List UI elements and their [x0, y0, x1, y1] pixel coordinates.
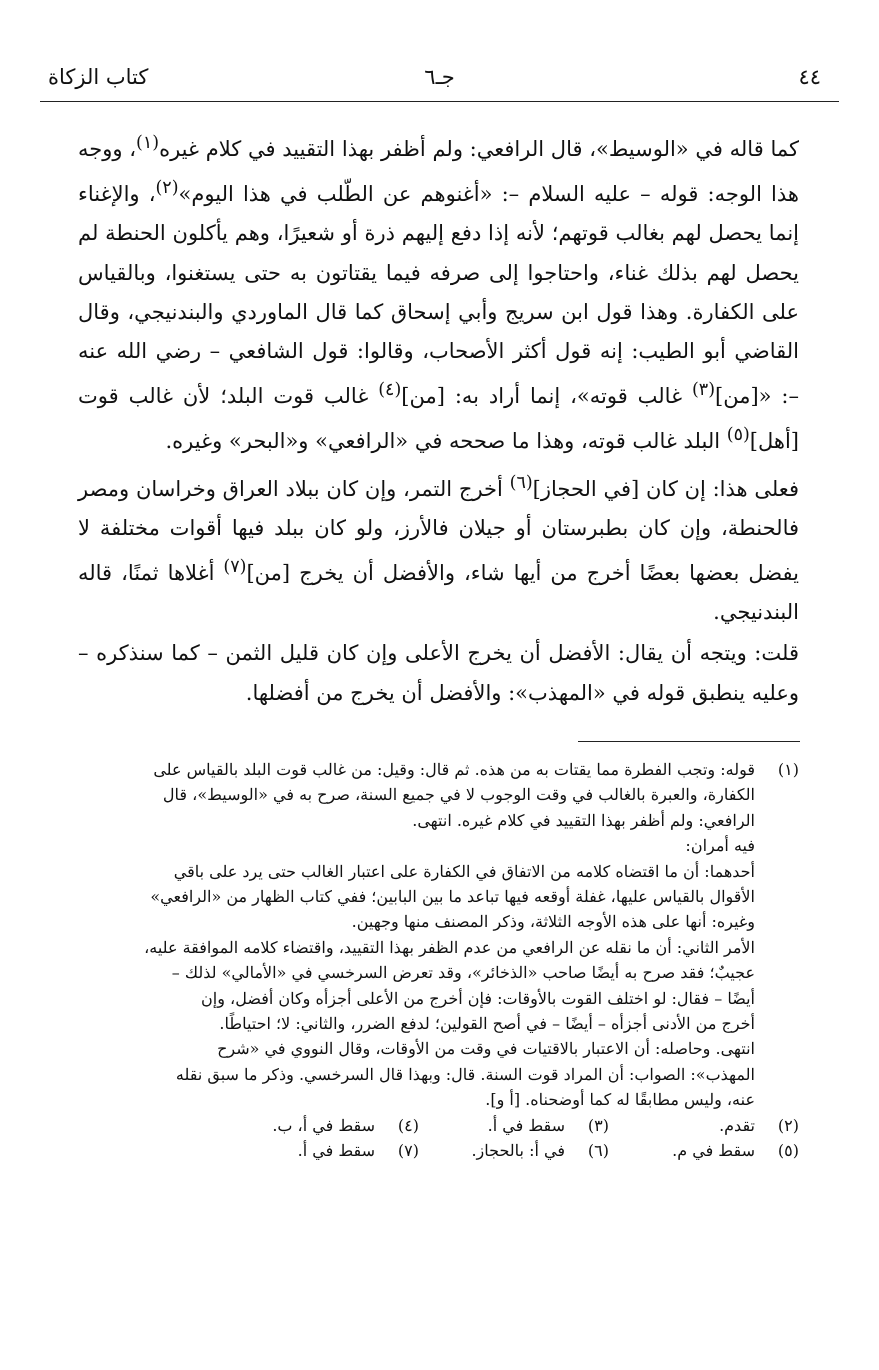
- footnote-line: الأمر الثاني: أن ما نقله عن الرافعي من عدم الظفر بهذا التقييد، واقتضاء كلامه الموافقة عليه،: [144, 937, 755, 957]
- footnote-number: (١): [777, 760, 799, 779]
- footnotes: [84, 757, 799, 1164]
- footnote-number: (٧): [397, 1141, 419, 1161]
- main-text: [78, 124, 799, 715]
- footnote-number: (٥): [777, 1141, 799, 1161]
- footnote-line: وغيره: أنها على هذه الأوجه الثلاثة، وذكر المصنف منها وجهين.: [351, 912, 755, 932]
- footnote-line: أحدهما: أن ما اقتضاه كلامه من الاتفاق في الكفارة على اعتبار الغالب حتى يرد على باقي: [173, 861, 755, 881]
- footnote-line: قوله: وتجب الفطرة مما يقتات به من هذه. ثم قال: وقيل: من غالب قوت البلد بالقياس على: [153, 760, 755, 779]
- footnote-number: (٦): [587, 1141, 609, 1161]
- footnote-2: [609, 1113, 799, 1138]
- footnote-number: (٣): [587, 1115, 609, 1135]
- footnote-line: فيه أمران:: [685, 836, 755, 856]
- paragraph-3: قلت: ويتجه أن يقال: الأفضل أن يخرج الأعلى وإن كان قليل الثمن – كما سنذكره – وعليه ينطبق قوله في «المهذب»: والأفضل أن يخرج من أفضلها.: [78, 641, 799, 705]
- footnote-text: سقط في أ.: [487, 1115, 565, 1135]
- paragraph-2: فعلى هذا: إن كان [في الحجاز]$^{(٦)}$ أخرج التمر، وإن كان ببلاد العراق وخراسان ومصر فالحنطة، وإن كان بطبرستان أو جيلان فالأرز، ولو كان ببلد فيها أقوات مختلفة لا يفضل بعضها بعضًا أخرج من أيها شاء، والأفضل أن يخرج [من]$^{(٧)}$ أغلاها ثمنًا، قاله البندنيجي.: [78, 472, 799, 625]
- footnote-5: [609, 1138, 799, 1163]
- footnote-number: (٢): [777, 1115, 799, 1135]
- footnote-1: [84, 757, 799, 1113]
- footnote-line: الرافعي: ولم أظفر بهذا التقييد في كلام غيره. انتهى.: [412, 810, 755, 830]
- book-title: كتاب الزكاة: [48, 65, 149, 89]
- footnote-line: الكفارة، والعبرة بالغالب في وقت الوجوب لا في جميع السنة، صرح به في «الوسيط»، قال: [162, 785, 755, 805]
- footnote-7: [229, 1138, 419, 1163]
- footnote-text: سقط في أ.: [297, 1141, 375, 1161]
- footnote-text: في أ: بالحجاز.: [471, 1141, 565, 1161]
- footnote-4: [229, 1113, 419, 1138]
- footnote-line: المهذب»: الصواب: أن المراد قوت السنة. قال: وبهذا قال السرخسي. وذكر ما سبق نقله: [175, 1064, 755, 1084]
- footnote-line: عجيبٌ؛ فقد صرح به أيضًا صاحب «الذخائر»، وقد تعرض السرخسي في «الأمالي» لذلك –: [171, 963, 755, 983]
- footnote-6: [419, 1138, 609, 1163]
- volume-label: جـ٦: [424, 65, 455, 89]
- footnote-text: سقط في م.: [672, 1141, 755, 1161]
- paragraph-1: كما قاله في «الوسيط»، قال الرافعي: ولم أظفر بهذا التقييد في كلام غيره$^{(١)}$، ووجه هذا الوجه: قوله – عليه السلام –: «أغنوهم عن الطّلب في هذا اليوم»$^{(٢)}$، والإغناء إنما يحصل لهم بغالب قوتهم؛ لأنه إذا دفع إليهم ذرة أو شعيرًا، وهم يأكلون الحنطة لم يحصل لهم بذلك غناء، واحتاجوا إلى صرفه فيما يقتاتون به حتى يستغنوا، وبالقياس على الكفارة. وهذا قول ابن سريج وأبي إسحاق كما قال الماوردي والبندنيجي، وقال القاضي أبو الطيب: إنه قول أكثر الأصحاب، وقالوا: قول الشافعي – رضي الله عنه –: «[من]$^{(٣)}$ غالب قوته»، إنما أراد به: [من]$^{(٤)}$ غالب قوت البلد؛ لأن غالب قوت [أهل]$^{(٥)}$ البلد غالب قوته، وهذا ما صححه في «الرافعي» و«البحر» وغيره.: [78, 133, 799, 454]
- running-header: [40, 62, 839, 102]
- footnote-3: [419, 1113, 609, 1138]
- short-notes-row: [84, 1113, 799, 1138]
- header-rule: [40, 101, 839, 102]
- footnote-number: (٤): [397, 1115, 419, 1135]
- footnote-line: أخرج من الأدنى أجزأه – أيضًا – في أصح القولين؛ لدفع الضرر، والثاني: لا؛ احتياطًا.: [219, 1014, 755, 1034]
- footnote-line: أيضًا – فقال: لو اختلف القوت بالأوقات: فإن أخرج من الأعلى أجزأه وكان أفضل، وإن: [201, 988, 755, 1008]
- footnote-separator: [578, 741, 800, 742]
- short-notes-row: [84, 1138, 799, 1163]
- footnote-line: انتهى. وحاصله: أن الاعتبار بالاقتيات في وقت من الأوقات، وقال النووي في «شرح: [217, 1039, 755, 1059]
- footnote-text: تقدم.: [719, 1115, 755, 1135]
- footnote-text: سقط في أ، ب.: [272, 1115, 375, 1135]
- footnote-line: عنه، وليس مطابقًا له كما أوضحناه. [أ و].: [485, 1090, 755, 1110]
- page-number: ٤٤: [798, 65, 821, 89]
- footnote-line: الأقوال بالقياس عليها، غفلة أوقعه فيها تباعد ما بين البابين؛ ففي كتاب الظهار من «الرافعي»: [150, 887, 755, 907]
